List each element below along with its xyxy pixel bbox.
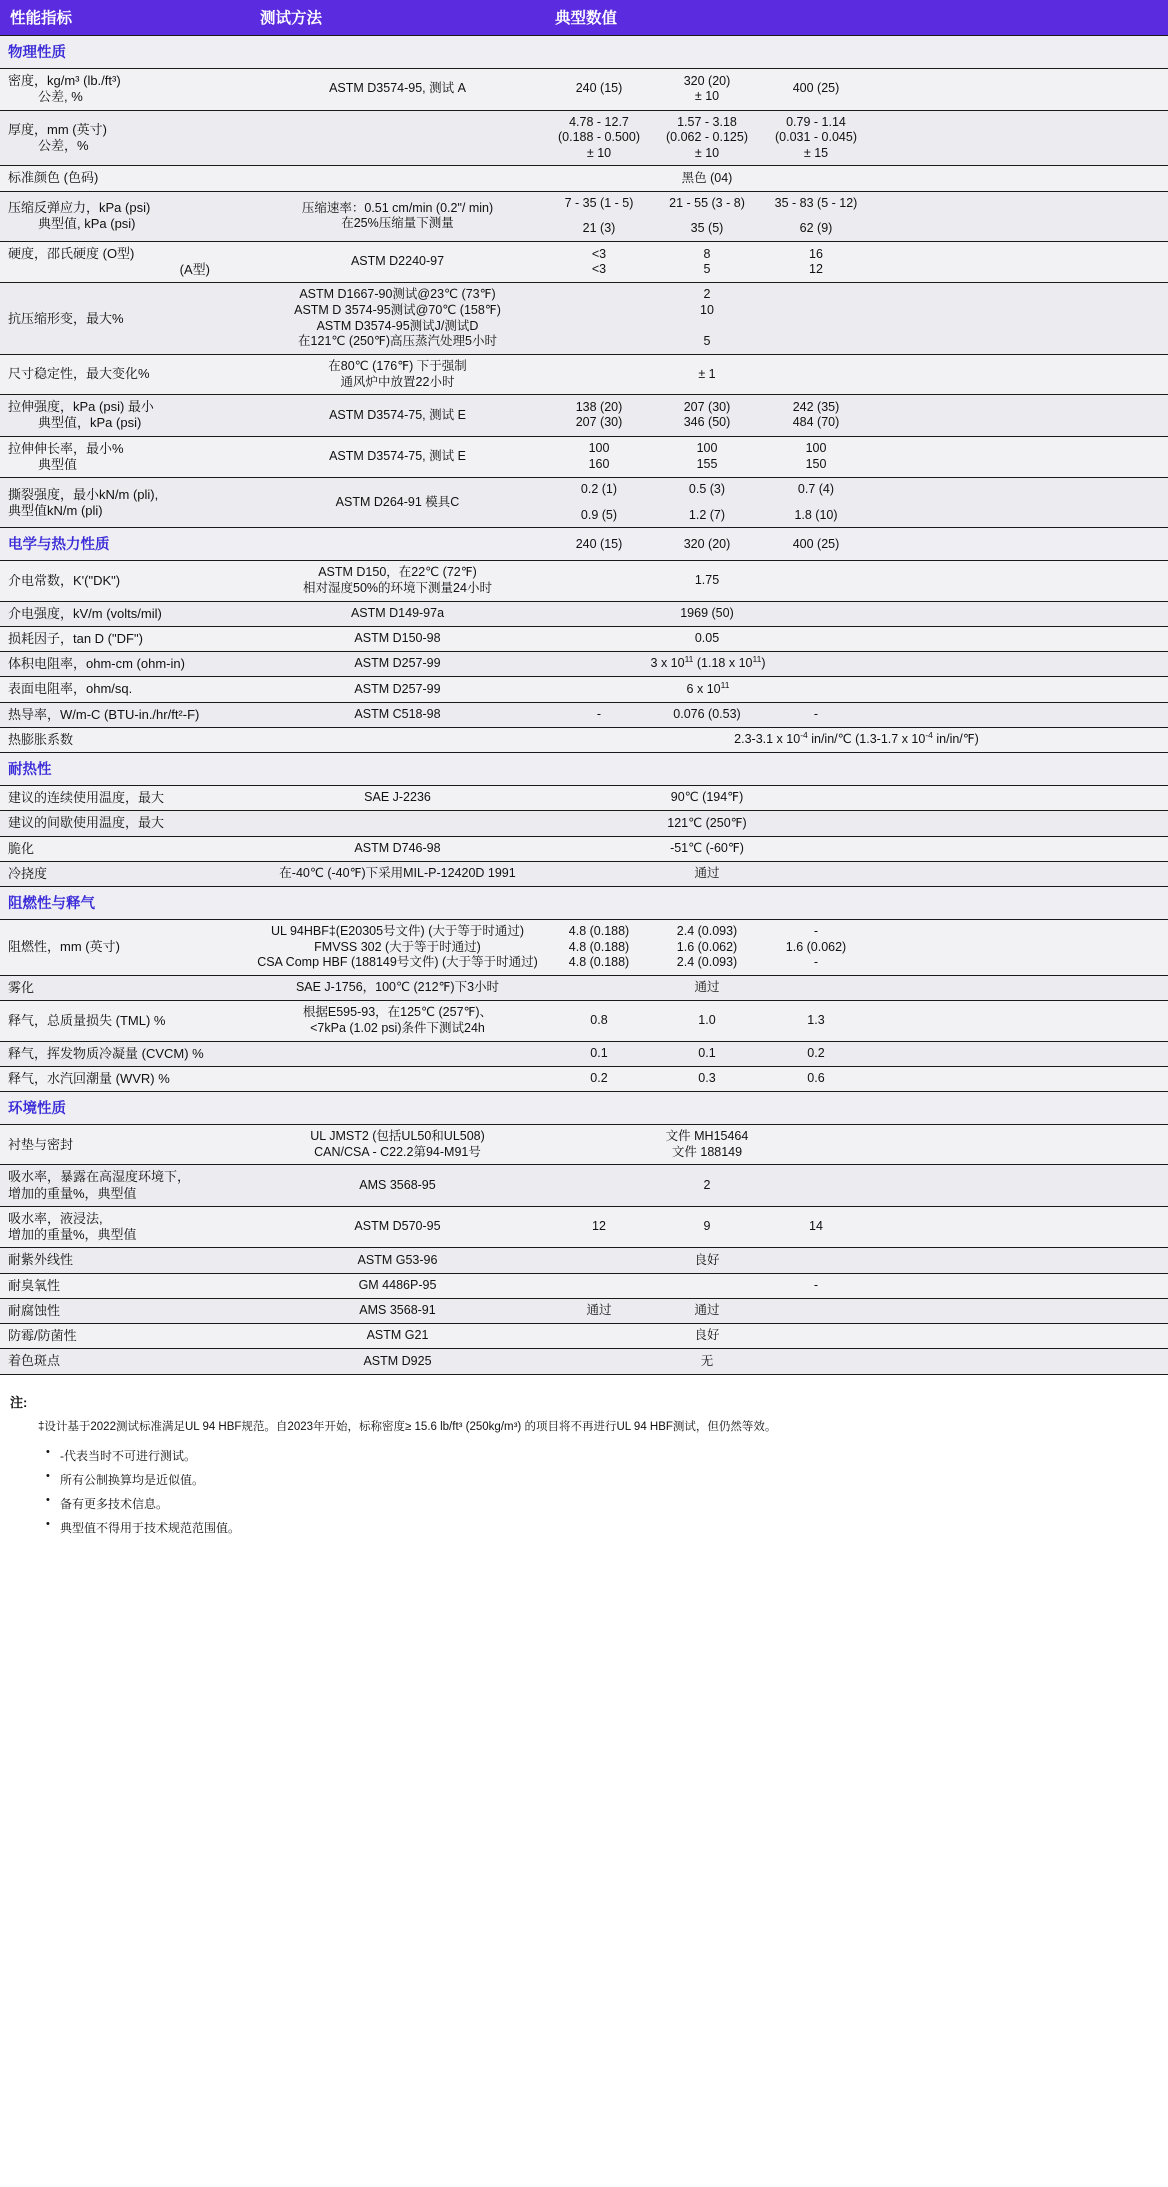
row-tear-strength-method: ASTM D264-91 模具C — [250, 478, 545, 528]
row-gasket-sealing-pad — [871, 1125, 1168, 1165]
row-surface-resistivity-method: ASTM D257-99 — [250, 677, 545, 702]
row-tensile-strength — [0, 395, 1168, 437]
row-density — [0, 69, 1168, 111]
row-hardness-property — [0, 241, 250, 283]
row-tear-strength — [0, 478, 1168, 528]
row-corrosion-resistance-property: 耐腐蚀性 — [0, 1298, 250, 1323]
table-header-row — [0, 0, 1168, 36]
section-electrical-pad — [871, 528, 1168, 561]
row-intermittent-temp — [0, 811, 1168, 836]
row-ozone-resistance-method: GM 4486P-95 — [250, 1273, 545, 1298]
row-gasket-sealing-v3 — [761, 1125, 871, 1165]
section-electrical-v2: 320 (20) — [653, 528, 761, 561]
row-dielectric-constant-v3 — [761, 561, 871, 601]
row-dielectric-constant-pad — [871, 561, 1168, 601]
section-heat-value — [545, 753, 1168, 786]
row-color-value: 黑色 (04) — [653, 166, 761, 191]
row-fogging-method: SAE J-1756，100℃ (212℉)下3小时 — [250, 976, 545, 1001]
row-density-pad — [871, 69, 1168, 111]
row-water-absorption-immersion — [0, 1206, 1168, 1248]
row-cfd-v1: 7 - 35 (1 - 5) 21 (3) — [545, 191, 653, 241]
row-thickness-pad — [871, 110, 1168, 166]
row-hardness-v1: <3 <3 — [545, 241, 653, 283]
thickness-label: 厚度，mm (英寸) — [8, 121, 107, 137]
row-water-absorption-humidity-v1 — [545, 1165, 653, 1207]
row-water-absorption-immersion-v1: 12 — [545, 1206, 653, 1248]
row-surface-resistivity-pad — [871, 677, 1168, 702]
notes-dagger: ‡设计基于2022测试标准满足UL 94 HBF规范。自2023年开始，标称密度≥ 15.6 lb/ft³ (250kg/m³) 的项目将不再进行UL 94 HBF测试，但仍然等效。 — [38, 1421, 777, 1433]
row-thermal-expansion-value: 2.3-3.1 x $10^{-4}$ in/in/℃ (1.3-1.7 x $10^{-4}$ in/in/℉) — [545, 727, 1168, 752]
row-fungus-resistance-pad — [871, 1324, 1168, 1349]
row-continuous-temp-value: 90℃ (194℉) — [653, 786, 761, 811]
section-electrical-v3: 400 (25) — [761, 528, 871, 561]
row-dielectric-constant-v1 — [545, 561, 653, 601]
row-dielectric-strength-v1 — [545, 601, 653, 626]
row-brittleness-v1 — [545, 836, 653, 861]
row-uv-resistance-v3 — [761, 1248, 871, 1273]
row-color-v1 — [545, 166, 653, 191]
row-compression-set-values: 2 10 5 — [653, 283, 761, 355]
row-corrosion-resistance-v3 — [761, 1298, 871, 1323]
row-wvr-v1: 0.2 — [545, 1066, 653, 1091]
note-item: • 备有更多技术信息。 — [46, 1495, 1168, 1512]
row-brittleness-v3 — [761, 836, 871, 861]
row-surface-resistivity — [0, 677, 1168, 702]
row-intermittent-temp-value: 121℃ (250℉) — [653, 811, 761, 836]
section-electrical-label: 电学与热力性质 — [0, 528, 545, 561]
row-cfd — [0, 191, 1168, 241]
row-density-v2: 320 (20) ± 10 — [653, 69, 761, 111]
row-fogging-value: 通过 — [653, 976, 761, 1001]
row-flammability-method: UL 94HBF‡(E20305号文件) (大于等于时通过) FMVSS 302 (大于等于时通过) CSA Comp HBF (188149号文件) (大于等于时通过) — [250, 920, 545, 976]
row-color — [0, 166, 1168, 191]
row-fungus-resistance-v3 — [761, 1324, 871, 1349]
row-dimensional-stability-method: 在80℃ (176℉) 下于强制 通风炉中放置22小时 — [250, 354, 545, 394]
note-item: • -代表当时不可进行测试。 — [46, 1447, 1168, 1464]
row-cvcm-v3: 0.2 — [761, 1041, 871, 1066]
section-flame-value — [545, 887, 1168, 920]
row-ozone-resistance-pad — [871, 1273, 1168, 1298]
header-method: 测试方法 — [250, 0, 545, 36]
row-ozone-resistance-property: 耐臭氧性 — [0, 1273, 250, 1298]
row-color-pad — [871, 166, 1168, 191]
row-dissipation-factor-method: ASTM D150-98 — [250, 626, 545, 651]
section-environmental-value — [545, 1092, 1168, 1125]
row-staining — [0, 1349, 1168, 1374]
row-hardness-method: ASTM D2240-97 — [250, 241, 545, 283]
row-elongation-method: ASTM D3574-75, 测试 E — [250, 436, 545, 478]
row-tml-method: 根据E595-93，在125℃ (257℉)、 <7kPa (1.02 psi)条件下测试24h — [250, 1001, 545, 1041]
cfd-label: 压缩反弹应力，kPa (psi) — [8, 200, 151, 215]
row-tml-property: 释气，总质量损失 (TML) % — [0, 1001, 250, 1041]
row-flammability-v3: - 1.6 (0.062) - — [761, 920, 871, 976]
row-thermal-expansion-method — [250, 727, 545, 752]
thickness-tolerance-label: 公差，% — [38, 137, 89, 153]
row-water-absorption-immersion-method: ASTM D570-95 — [250, 1206, 545, 1248]
section-heat-label: 耐热性 — [0, 753, 545, 786]
row-gasket-sealing-property: 衬垫与密封 — [0, 1125, 250, 1165]
row-fogging-v1 — [545, 976, 653, 1001]
section-electrical-v1: 240 (15) — [545, 528, 653, 561]
row-density-v3: 400 (25) — [761, 69, 871, 111]
row-cfd-v2: 21 - 55 (3 - 8) 35 (5) — [653, 191, 761, 241]
row-tensile-strength-method: ASTM D3574-75, 测试 E — [250, 395, 545, 437]
row-staining-value: 无 — [653, 1349, 761, 1374]
row-cold-bend-v3 — [761, 861, 871, 886]
row-fungus-resistance-value: 良好 — [653, 1324, 761, 1349]
hardness-label-a: (A型) — [179, 262, 210, 278]
row-cfd-v3: 35 - 83 (5 - 12) 62 (9) — [761, 191, 871, 241]
row-intermittent-temp-property: 建议的间歇使用温度，最大 — [0, 811, 250, 836]
row-color-property: 标准颜色 (色码) — [0, 166, 250, 191]
row-dielectric-strength-value: 1969 (50) — [653, 601, 761, 626]
row-dielectric-constant-value: 1.75 — [653, 561, 761, 601]
note-item: • 所有公制换算均是近似值。 — [46, 1471, 1168, 1488]
row-thickness-v1: 4.78 - 12.7 (0.188 - 0.500) ± 10 — [545, 110, 653, 166]
row-uv-resistance-pad — [871, 1248, 1168, 1273]
row-surface-resistivity-property: 表面电阻率，ohm/sq. — [0, 677, 250, 702]
row-flammability-pad — [871, 920, 1168, 976]
row-cfd-method: 压缩速率：0.51 cm/min (0.2"/ min) 在25%压缩量下测量 — [250, 191, 545, 241]
row-tml-pad — [871, 1001, 1168, 1041]
row-thermal-expansion-property: 热膨胀系数 — [0, 727, 250, 752]
row-water-absorption-immersion-v3: 14 — [761, 1206, 871, 1248]
row-dielectric-constant-property: 介电常数，K'("DK") — [0, 561, 250, 601]
row-dissipation-factor-value: 0.05 — [653, 626, 761, 651]
row-hardness-v3: 16 12 — [761, 241, 871, 283]
row-tear-strength-pad — [871, 478, 1168, 528]
row-compression-set-v3 — [761, 283, 871, 355]
row-density-method: ASTM D3574-95, 测试 A — [250, 69, 545, 111]
row-dimensional-stability-v3 — [761, 354, 871, 394]
row-continuous-temp-pad — [871, 786, 1168, 811]
row-gasket-sealing-method: UL JMST2 (包括UL50和UL508) CAN/CSA - C22.2第94-M91号 — [250, 1125, 545, 1165]
row-thickness-method — [250, 110, 545, 166]
row-wvr-method — [250, 1066, 545, 1091]
row-hardness-pad — [871, 241, 1168, 283]
row-water-absorption-humidity-method: AMS 3568-95 — [250, 1165, 545, 1207]
row-thermal-conductivity-pad — [871, 702, 1168, 727]
row-brittleness-pad — [871, 836, 1168, 861]
row-wvr-v3: 0.6 — [761, 1066, 871, 1091]
row-brittleness-property: 脆化 — [0, 836, 250, 861]
row-uv-resistance-property: 耐紫外线性 — [0, 1248, 250, 1273]
row-fogging-property: 雾化 — [0, 976, 250, 1001]
row-dimensional-stability-property: 尺寸稳定性，最大变化% — [0, 354, 250, 394]
row-dielectric-constant-method: ASTM D150，在22℃ (72℉) 相对湿度50%的环境下测量24小时 — [250, 561, 545, 601]
row-tml-v3: 1.3 — [761, 1001, 871, 1041]
row-water-absorption-immersion-v2: 9 — [653, 1206, 761, 1248]
row-dielectric-strength-method: ASTM D149-97a — [250, 601, 545, 626]
row-water-absorption-humidity-v3 — [761, 1165, 871, 1207]
header-property: 性能指标 — [0, 0, 250, 36]
row-gasket-sealing — [0, 1125, 1168, 1165]
row-fungus-resistance-method: ASTM G21 — [250, 1324, 545, 1349]
row-thermal-conductivity-method: ASTM C518-98 — [250, 702, 545, 727]
notes-bullet-list — [46, 1447, 1168, 1536]
section-heat — [0, 753, 1168, 786]
section-electrical — [0, 528, 1168, 561]
row-thermal-conductivity-property: 热导率，W/m-C (BTU-in./hr/ft²-F) — [0, 702, 250, 727]
row-elongation-property: 拉伸伸长率，最小% 典型值 — [0, 436, 250, 478]
row-continuous-temp-method: SAE J-2236 — [250, 786, 545, 811]
row-dimensional-stability-value: ± 1 — [653, 354, 761, 394]
row-color-method — [250, 166, 545, 191]
row-compression-set-pad — [871, 283, 1168, 355]
row-elongation-v1: 100 160 — [545, 436, 653, 478]
row-elongation-pad — [871, 436, 1168, 478]
cfd-typical-label: 典型值, kPa (psi) — [38, 216, 136, 232]
row-gasket-sealing-value: 文件 MH15464 文件 188149 — [653, 1125, 761, 1165]
row-cold-bend-method: 在-40℃ (-40℉)下采用MIL-P-12420D 1991 — [250, 861, 545, 886]
row-elongation-v3: 100 150 — [761, 436, 871, 478]
row-tml-v2: 1.0 — [653, 1001, 761, 1041]
row-cvcm-property: 释气，挥发物质冷凝量 (CVCM) % — [0, 1041, 250, 1066]
row-dissipation-factor-v1 — [545, 626, 653, 651]
row-gasket-sealing-v1 — [545, 1125, 653, 1165]
row-fogging-v3 — [761, 976, 871, 1001]
row-cold-bend-pad — [871, 861, 1168, 886]
row-fogging — [0, 976, 1168, 1001]
row-cvcm-method — [250, 1041, 545, 1066]
row-compression-set — [0, 283, 1168, 355]
row-dielectric-strength — [0, 601, 1168, 626]
row-staining-v3 — [761, 1349, 871, 1374]
row-brittleness-method: ASTM D746-98 — [250, 836, 545, 861]
row-cfd-pad — [871, 191, 1168, 241]
row-staining-v1 — [545, 1349, 653, 1374]
row-volume-resistivity-pad — [871, 652, 1168, 677]
row-continuous-temp — [0, 786, 1168, 811]
row-density-property — [0, 69, 250, 111]
row-dissipation-factor-property: 损耗因子，tan D ("DF") — [0, 626, 250, 651]
section-flame — [0, 887, 1168, 920]
row-water-absorption-humidity — [0, 1165, 1168, 1207]
row-thermal-conductivity — [0, 702, 1168, 727]
row-elongation-v2: 100 155 — [653, 436, 761, 478]
row-staining-method: ASTM D925 — [250, 1349, 545, 1374]
hardness-label-o: 硬度，邵氏硬度 (O型) — [8, 245, 135, 261]
row-compression-set-v1 — [545, 283, 653, 355]
row-intermittent-temp-v3 — [761, 811, 871, 836]
row-ozone-resistance-v1 — [545, 1273, 653, 1298]
row-fogging-pad — [871, 976, 1168, 1001]
row-volume-resistivity-property: 体积电阻率，ohm-cm (ohm-in) — [0, 652, 250, 677]
row-wvr-v2: 0.3 — [653, 1066, 761, 1091]
row-ozone-resistance-v2 — [653, 1273, 761, 1298]
row-dissipation-factor — [0, 626, 1168, 651]
row-fungus-resistance-v1 — [545, 1324, 653, 1349]
row-tear-strength-v1: 0.2 (1) 0.9 (5) — [545, 478, 653, 528]
row-hardness — [0, 241, 1168, 283]
section-physical-value — [545, 36, 1168, 69]
row-hardness-v2: 8 5 — [653, 241, 761, 283]
row-cold-bend — [0, 861, 1168, 886]
row-tensile-strength-property: 拉伸强度，kPa (psi) 最小 典型值，kPa (psi) — [0, 395, 250, 437]
row-tensile-strength-v3: 242 (35) 484 (70) — [761, 395, 871, 437]
row-thickness-v3: 0.79 - 1.14 (0.031 - 0.045) ± 15 — [761, 110, 871, 166]
row-thermal-expansion — [0, 727, 1168, 752]
row-volume-resistivity-method: ASTM D257-99 — [250, 652, 545, 677]
row-volume-resistivity — [0, 652, 1168, 677]
row-tml — [0, 1001, 1168, 1041]
density-label: 密度，kg/m³ (lb./ft³) — [8, 73, 121, 88]
header-typical-value: 典型数值 — [545, 0, 1168, 36]
row-flammability-property: 阻燃性，mm (英寸) — [0, 920, 250, 976]
row-wvr — [0, 1066, 1168, 1091]
row-flammability — [0, 920, 1168, 976]
row-surface-resistivity-value: 6 x $10^{11}$ — [545, 677, 871, 702]
row-thickness-v2: 1.57 - 3.18 (0.062 - 0.125) ± 10 — [653, 110, 761, 166]
row-corrosion-resistance-pad — [871, 1298, 1168, 1323]
row-cfd-property — [0, 191, 250, 241]
row-compression-set-method: ASTM D1667-90测试@23℃ (73℉) ASTM D 3574-95测试@70℃ (158℉) ASTM D3574-95测试J/测试D 在121℃ (250℉)高压蒸汽处理5小时 — [250, 283, 545, 355]
row-cold-bend-property: 冷挠度 — [0, 861, 250, 886]
row-ozone-resistance-v3: - — [761, 1273, 871, 1298]
row-wvr-property: 释气，水汽回潮量 (WVR) % — [0, 1066, 250, 1091]
row-tear-strength-property: 撕裂强度，最小kN/m (pli), 典型值kN/m (pli) — [0, 478, 250, 528]
row-compression-set-property: 抗压缩形变，最大% — [0, 283, 250, 355]
section-flame-label: 阻燃性与释气 — [0, 887, 545, 920]
section-environmental-label: 环境性质 — [0, 1092, 545, 1125]
row-dimensional-stability-v1 — [545, 354, 653, 394]
row-uv-resistance-v1 — [545, 1248, 653, 1273]
section-physical-label: 物理性质 — [0, 36, 545, 69]
row-brittleness — [0, 836, 1168, 861]
row-intermittent-temp-pad — [871, 811, 1168, 836]
row-cvcm-pad — [871, 1041, 1168, 1066]
density-tolerance-label: 公差, % — [38, 89, 83, 105]
row-corrosion-resistance-v1: 通过 — [545, 1298, 653, 1323]
row-fungus-resistance — [0, 1324, 1168, 1349]
row-dissipation-factor-pad — [871, 626, 1168, 651]
row-cvcm — [0, 1041, 1168, 1066]
row-corrosion-resistance-method: AMS 3568-91 — [250, 1298, 545, 1323]
row-fungus-resistance-property: 防霉/防菌性 — [0, 1324, 250, 1349]
row-thermal-conductivity-v2: 0.076 (0.53) — [653, 702, 761, 727]
row-water-absorption-immersion-property: 吸水率，液浸法, 增加的重量%，典型值 — [0, 1206, 250, 1248]
row-dimensional-stability — [0, 354, 1168, 394]
row-tml-v1: 0.8 — [545, 1001, 653, 1041]
row-continuous-temp-v1 — [545, 786, 653, 811]
row-thickness — [0, 110, 1168, 166]
row-flammability-v2: 2.4 (0.093) 1.6 (0.062) 2.4 (0.093) — [653, 920, 761, 976]
row-color-v3 — [761, 166, 871, 191]
row-ozone-resistance — [0, 1273, 1168, 1298]
row-water-absorption-humidity-property: 吸水率，暴露在高湿度环境下， 增加的重量%，典型值 — [0, 1165, 250, 1207]
row-tear-strength-v3: 0.7 (4) 1.8 (10) — [761, 478, 871, 528]
section-physical — [0, 36, 1168, 69]
row-tensile-strength-pad — [871, 395, 1168, 437]
row-corrosion-resistance-v2: 通过 — [653, 1298, 761, 1323]
row-dimensional-stability-pad — [871, 354, 1168, 394]
row-cold-bend-v1 — [545, 861, 653, 886]
notes-block — [0, 1376, 1168, 1553]
row-intermittent-temp-v1 — [545, 811, 653, 836]
row-continuous-temp-v3 — [761, 786, 871, 811]
row-staining-pad — [871, 1349, 1168, 1374]
row-thermal-conductivity-v3: - — [761, 702, 871, 727]
row-staining-property: 着色斑点 — [0, 1349, 250, 1374]
row-water-absorption-immersion-pad — [871, 1206, 1168, 1248]
row-density-v1: 240 (15) — [545, 69, 653, 111]
row-dielectric-constant — [0, 561, 1168, 601]
row-dielectric-strength-pad — [871, 601, 1168, 626]
row-uv-resistance-method: ASTM G53-96 — [250, 1248, 545, 1273]
row-water-absorption-humidity-pad — [871, 1165, 1168, 1207]
row-dielectric-strength-v3 — [761, 601, 871, 626]
row-flammability-v1: 4.8 (0.188) 4.8 (0.188) 4.8 (0.188) — [545, 920, 653, 976]
row-cvcm-v1: 0.1 — [545, 1041, 653, 1066]
row-thermal-conductivity-v1: - — [545, 702, 653, 727]
row-brittleness-value: -51℃ (-60℉) — [653, 836, 761, 861]
notes-title: 注: — [10, 1395, 28, 1410]
row-wvr-pad — [871, 1066, 1168, 1091]
section-environmental — [0, 1092, 1168, 1125]
row-tensile-strength-v2: 207 (30) 346 (50) — [653, 395, 761, 437]
row-uv-resistance-value: 良好 — [653, 1248, 761, 1273]
row-tear-strength-v2: 0.5 (3) 1.2 (7) — [653, 478, 761, 528]
row-dielectric-strength-property: 介电强度，kV/m (volts/mil) — [0, 601, 250, 626]
row-cvcm-v2: 0.1 — [653, 1041, 761, 1066]
row-intermittent-temp-method — [250, 811, 545, 836]
row-dissipation-factor-v3 — [761, 626, 871, 651]
row-volume-resistivity-value: 3 x $10^{11}$ (1.18 x $10^{11}$) — [545, 652, 871, 677]
row-corrosion-resistance — [0, 1298, 1168, 1323]
row-tensile-strength-v1: 138 (20) 207 (30) — [545, 395, 653, 437]
row-thickness-property — [0, 110, 250, 166]
row-continuous-temp-property: 建议的连续使用温度，最大 — [0, 786, 250, 811]
row-water-absorption-humidity-value: 2 — [653, 1165, 761, 1207]
note-item: • 典型值不得用于技术规范范围值。 — [46, 1519, 1168, 1536]
row-elongation — [0, 436, 1168, 478]
row-cold-bend-value: 通过 — [653, 861, 761, 886]
row-uv-resistance — [0, 1248, 1168, 1273]
